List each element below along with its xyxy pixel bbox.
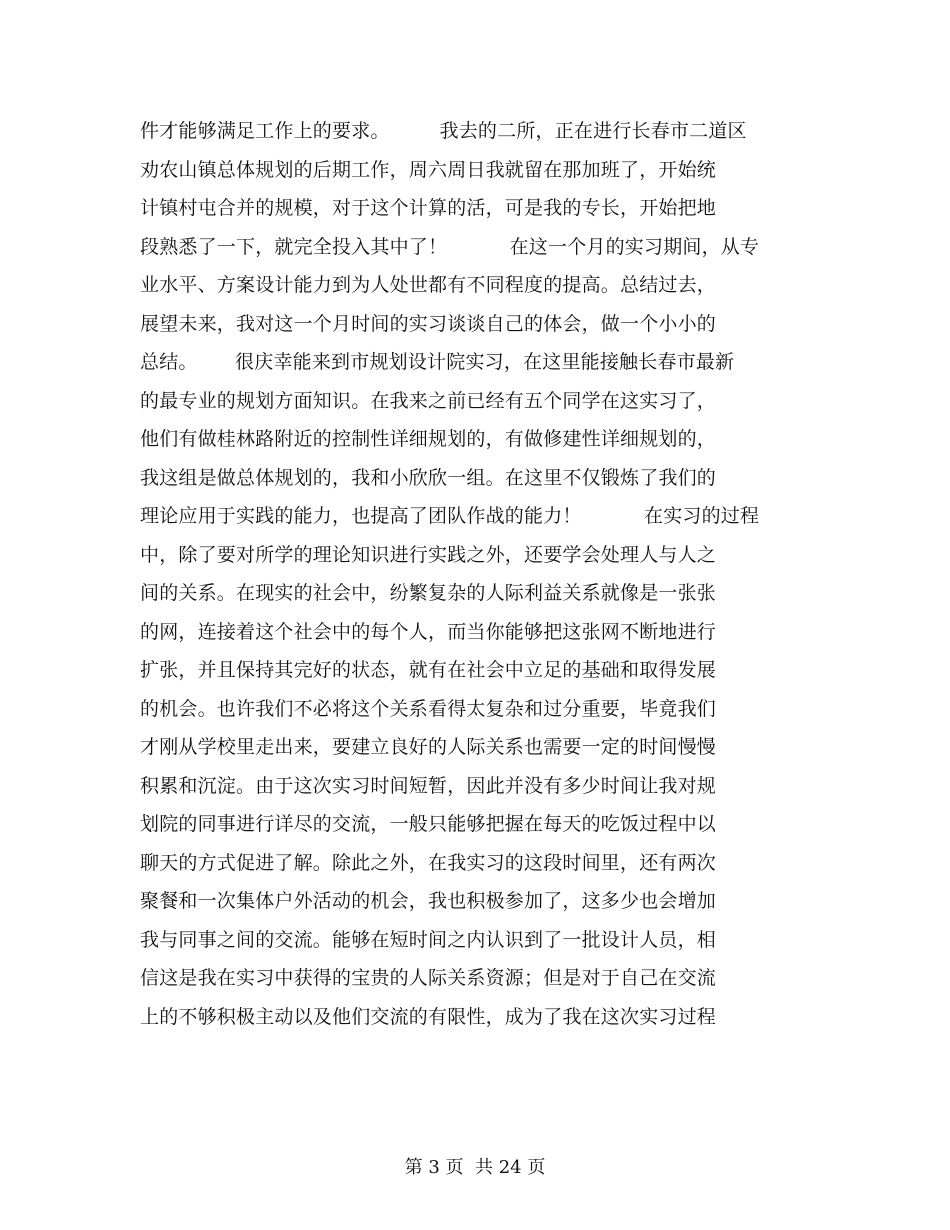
text-line: 划院的同事进行详尽的交流，一般只能够把握在每天的吃饭过程中以 bbox=[140, 813, 717, 835]
total-pages-number: 24 bbox=[498, 1157, 522, 1178]
text-line: 聊天的方式促进了解。除此之外，在我实习的这段时间里，还有两次 bbox=[140, 851, 717, 874]
page-label-suffix: 页 bbox=[527, 1157, 546, 1178]
text-line: 展望未来，我对这一个月时间的实习谈谈自己的体会，做一个小小的 bbox=[140, 312, 717, 335]
current-page-number: 3 bbox=[428, 1157, 440, 1178]
text-line: 理论应用于实践的能力，也提高了团队作战的能力！ 在实习的过程 bbox=[140, 505, 760, 527]
text-line: 的最专业的规划方面知识。在我来之前已经有五个同学在这实习了， bbox=[140, 389, 717, 412]
text-line: 总结。 很庆幸能来到市规划设计院实习，在这里能接触长春市最新 bbox=[140, 351, 735, 373]
text-line: 业水平、方案设计能力到为人处世都有不同程度的提高。总结过去， bbox=[140, 274, 717, 296]
text-line: 扩张，并且保持其完好的状态，就有在社会中立足的基础和取得发展 bbox=[140, 659, 717, 681]
text-line: 信这是我在实习中获得的宝贵的人际关系资源；但是对于自己在交流 bbox=[140, 967, 717, 989]
text-line: 的机会。也许我们不必将这个关系看得太复杂和过分重要，毕竟我们 bbox=[140, 697, 717, 720]
page-footer bbox=[0, 1153, 950, 1179]
page-label-mid: 页 共 bbox=[445, 1157, 493, 1178]
text-line: 间的关系。在现实的社会中，纷繁复杂的人际利益关系就像是一张张 bbox=[140, 582, 717, 604]
text-line: 我与同事之间的交流。能够在短时间之内认识到了一批设计人员，相 bbox=[140, 928, 717, 951]
page-label-prefix: 第 bbox=[404, 1157, 423, 1178]
text-line: 劝农山镇总体规划的后期工作，周六周日我就留在那加班了，开始统 bbox=[140, 158, 717, 181]
text-line: 上的不够积极主动以及他们交流的有限性，成为了我在这次实习过程 bbox=[140, 1005, 717, 1028]
text-line: 聚餐和一次集体户外活动的机会，我也积极参加了，这多少也会增加 bbox=[140, 890, 717, 912]
body-text bbox=[140, 112, 820, 1036]
text-line: 计镇村屯合并的规模，对于这个计算的活，可是我的专长，开始把地 bbox=[140, 197, 717, 219]
text-line: 积累和沉淀。由于这次实习时间短暂，因此并没有多少时间让我对规 bbox=[140, 774, 717, 797]
text-line: 的网，连接着这个社会中的每个人，而当你能够把这张网不断地进行 bbox=[140, 620, 717, 643]
text-line: 才刚从学校里走出来，要建立良好的人际关系也需要一定的时间慢慢 bbox=[140, 736, 717, 758]
text-line: 中，除了要对所学的理论知识进行实践之外，还要学会处理人与人之 bbox=[140, 543, 717, 566]
text-line: 他们有做桂林路附近的控制性详细规划的，有做修建性详细规划的， bbox=[140, 428, 717, 450]
text-line: 我这组是做总体规划的，我和小欣欣一组。在这里不仅锻炼了我们的 bbox=[140, 466, 717, 489]
text-line: 件才能够满足工作上的要求。 我去的二所，正在进行长春市二道区 bbox=[140, 120, 747, 142]
text-line: 段熟悉了一下，就完全投入其中了！ 在这一个月的实习期间，从专 bbox=[140, 235, 760, 258]
